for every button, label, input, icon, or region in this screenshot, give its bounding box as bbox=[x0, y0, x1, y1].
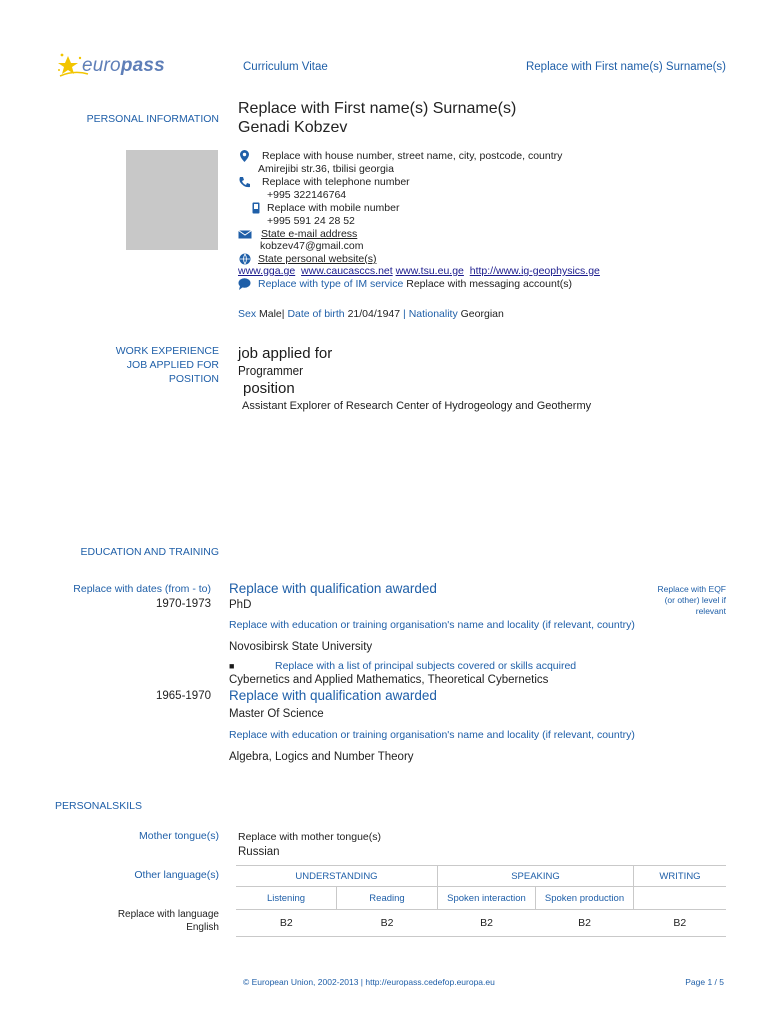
position-label: POSITION bbox=[168, 373, 219, 385]
personal-skills-label: PERSONALSKILS bbox=[55, 800, 142, 812]
edu-2-qual: Master Of Science bbox=[229, 708, 324, 720]
edu-2-org-placeholder: Replace with education or training organisation's name and locality (if relevant, country) bbox=[229, 729, 635, 741]
logo-prefix: euro bbox=[82, 55, 121, 76]
sex-label: Sex bbox=[238, 308, 257, 320]
photo-placeholder bbox=[126, 150, 218, 250]
spoken-interaction-level: B2 bbox=[438, 910, 536, 937]
nationality-label: | Nationality bbox=[403, 308, 458, 320]
footer-copyright: © European Union, 2002-2013 | http://europass.cedefop.europa.eu bbox=[243, 977, 495, 987]
personal-info-label: PERSONAL INFORMATION bbox=[86, 113, 219, 125]
cv-title: Curriculum Vitae bbox=[243, 61, 328, 73]
mother-tongue-placeholder: Replace with mother tongue(s) bbox=[238, 831, 381, 843]
language-label bbox=[118, 908, 219, 934]
dob-value: 21/04/1947 bbox=[347, 308, 401, 320]
writing-header: WRITING bbox=[634, 866, 727, 887]
job-applied-label: JOB APPLIED FOR bbox=[126, 359, 219, 371]
website-link-1[interactable]: www.gga.ge bbox=[238, 265, 296, 277]
europass-logo bbox=[56, 52, 166, 82]
edu-1-qual: PhD bbox=[229, 599, 252, 611]
chat-icon bbox=[238, 278, 251, 290]
language-table-header-row bbox=[236, 866, 726, 887]
mother-tongue-label: Mother tongue(s) bbox=[139, 830, 219, 842]
position-value: Assistant Explorer of Research Center of Hydrogeology and Geothermy bbox=[242, 400, 592, 412]
phone-icon bbox=[238, 176, 252, 189]
phone-value: +995 322146764 bbox=[267, 189, 347, 201]
writing-subheader bbox=[634, 887, 727, 910]
email-placeholder: State e-mail address bbox=[261, 228, 358, 240]
header-name-placeholder: Replace with First name(s) Surname(s) bbox=[525, 61, 726, 73]
reading-level: B2 bbox=[337, 910, 438, 937]
job-value: Programmer bbox=[238, 363, 304, 378]
address-value: Amirejibi str.36, tbilisi georgia bbox=[258, 163, 394, 175]
edu-1-subjects-placeholder: Replace with a list of principal subjects covered or skills acquired bbox=[275, 660, 577, 672]
email-icon bbox=[238, 230, 252, 239]
edu-1-org: Novosibirsk State University bbox=[229, 641, 373, 653]
logo-suffix: pass bbox=[120, 55, 165, 76]
location-icon bbox=[240, 150, 249, 162]
other-languages-label: Other language(s) bbox=[134, 869, 219, 881]
website-links bbox=[238, 265, 600, 277]
eqf-note-line-3: relevant bbox=[695, 606, 726, 616]
mother-tongue-value: Russian bbox=[238, 846, 280, 858]
dates-placeholder: Replace with dates (from - to) bbox=[73, 583, 211, 595]
education-label: EDUCATION AND TRAINING bbox=[80, 546, 219, 558]
edu-1-subjects-bullet: ■ bbox=[229, 661, 235, 671]
personal-details-line bbox=[238, 308, 504, 320]
language-label-line-1: Replace with language bbox=[117, 909, 219, 920]
spoken-interaction-header: Spoken interaction bbox=[438, 887, 536, 910]
listening-header: Listening bbox=[236, 887, 337, 910]
edu-2-org: Algebra, Logics and Number Theory bbox=[229, 751, 414, 763]
eqf-note bbox=[658, 584, 727, 617]
language-table-subheader-row bbox=[236, 887, 726, 910]
mobile-icon bbox=[252, 202, 260, 214]
im-placeholder: Replace with type of IM service bbox=[258, 278, 404, 290]
person-name: Genadi Kobzev bbox=[238, 119, 348, 136]
work-experience-label: WORK EXPERIENCE bbox=[115, 345, 219, 357]
website-link-3[interactable]: www.tsu.eu.ge bbox=[395, 265, 464, 277]
im-account: Replace with messaging account(s) bbox=[406, 278, 572, 290]
eqf-note-line-1: Replace with EQF bbox=[657, 584, 726, 594]
website-link-2[interactable]: www.caucasccs.net bbox=[301, 265, 393, 277]
speaking-header: SPEAKING bbox=[438, 866, 634, 887]
sex-value: Male| bbox=[259, 308, 285, 320]
website-placeholder: State personal website(s) bbox=[258, 253, 377, 265]
globe-icon bbox=[239, 253, 251, 265]
language-label-line-2: English bbox=[186, 922, 219, 933]
spoken-production-header: Spoken production bbox=[536, 887, 634, 910]
position-heading: position bbox=[243, 380, 295, 397]
address-placeholder: Replace with house number, street name, city, postcode, country bbox=[262, 150, 563, 162]
edu-2-qual-placeholder: Replace with qualification awarded bbox=[229, 688, 437, 703]
email-value[interactable]: kobzev47@gmail.com bbox=[260, 240, 364, 252]
edu-1-qual-placeholder: Replace with qualification awarded bbox=[229, 581, 437, 596]
edu-1-subjects: Cybernetics and Applied Mathematics, Theoretical Cybernetics bbox=[229, 674, 549, 686]
footer-page-number: Page 1 / 5 bbox=[685, 977, 724, 987]
name-placeholder: Replace with First name(s) Surname(s) bbox=[238, 100, 517, 117]
mobile-value: +995 591 24 28 52 bbox=[267, 215, 355, 227]
listening-level: B2 bbox=[236, 910, 337, 937]
reading-header: Reading bbox=[337, 887, 438, 910]
job-heading: job applied for bbox=[238, 345, 333, 362]
edu-2-dates: 1965-1970 bbox=[156, 690, 211, 702]
understanding-header: UNDERSTANDING bbox=[236, 866, 438, 887]
edu-1-dates: 1970-1973 bbox=[156, 598, 211, 610]
edu-1-org-placeholder: Replace with education or training organisation's name and locality (if relevant, country) bbox=[229, 619, 635, 631]
phone-placeholder: Replace with telephone number bbox=[262, 176, 410, 188]
spoken-production-level: B2 bbox=[536, 910, 634, 937]
im-line bbox=[258, 278, 572, 290]
website-link-4[interactable]: http://www.ig-geophysics.ge bbox=[469, 265, 600, 277]
nationality-value: Georgian bbox=[460, 308, 504, 320]
writing-level: B2 bbox=[634, 910, 727, 937]
mobile-placeholder: Replace with mobile number bbox=[267, 202, 400, 214]
dob-label: Date of birth bbox=[287, 308, 345, 320]
eqf-note-line-2: (or other) level if bbox=[664, 595, 726, 605]
language-level-row bbox=[236, 910, 726, 937]
language-table bbox=[236, 865, 726, 937]
